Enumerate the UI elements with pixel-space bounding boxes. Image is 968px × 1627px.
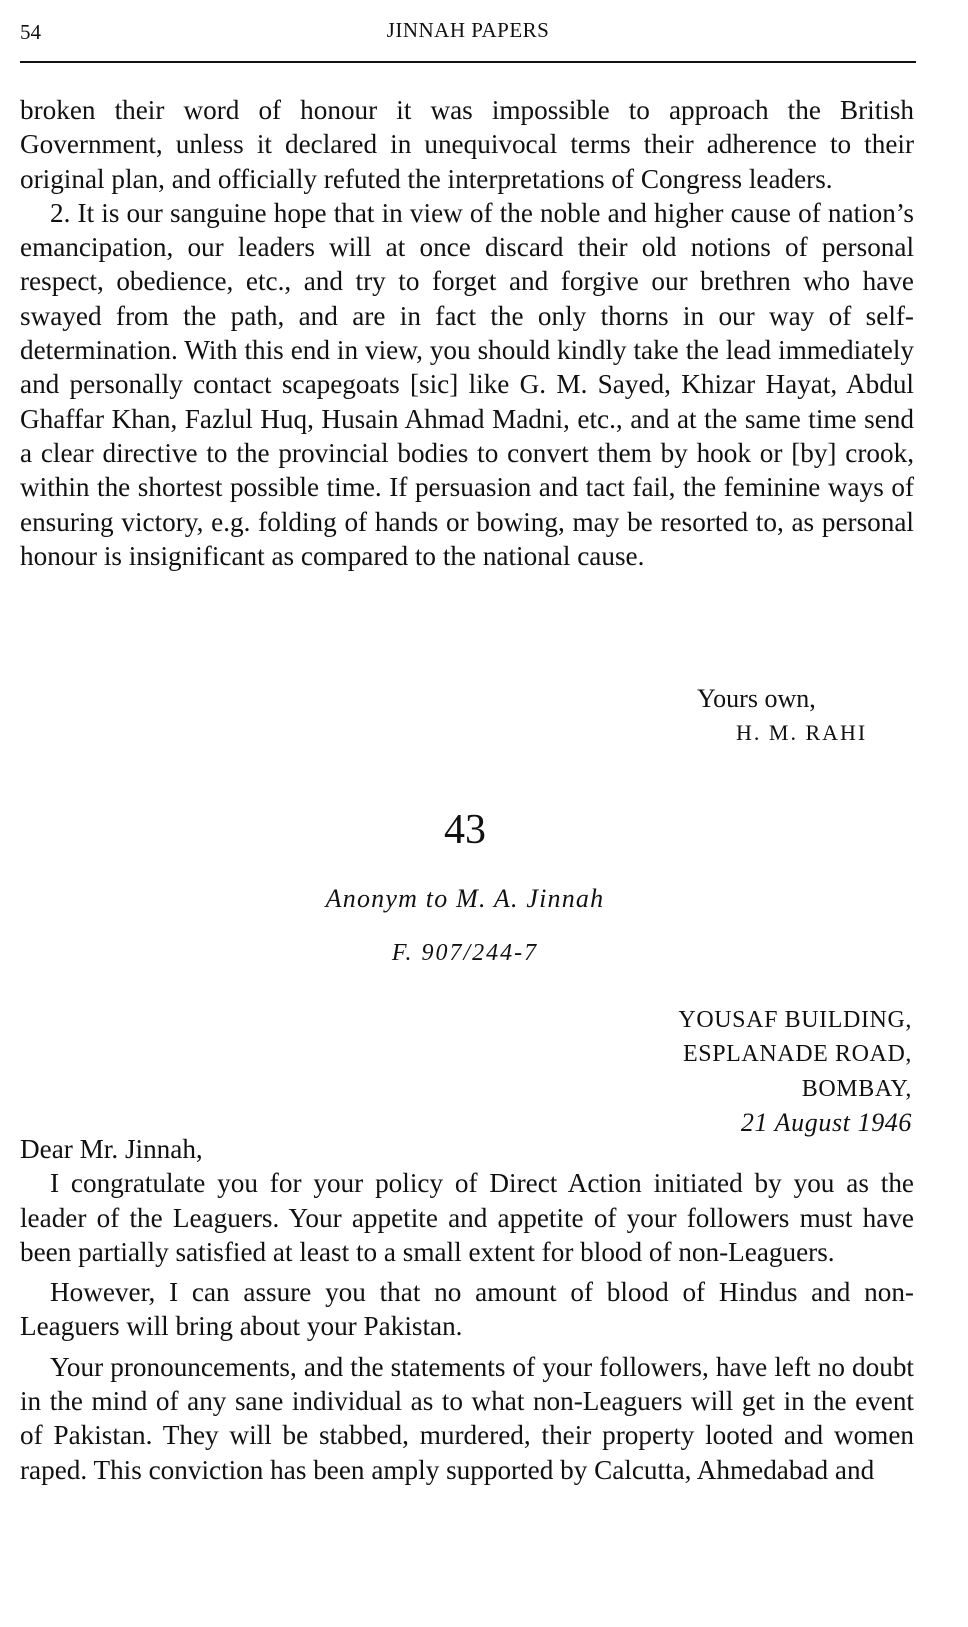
letter-43-paragraph-3: Your pronouncements, and the statements of your followers, have left no doubt in the mind of any sane individual as to what non-Leaguers will get in the event of Pakistan. They will be stabbed, murdered, their property looted and women raped. This conviction has been amply supported by Calcutta, Ahmedabad and (20, 1351, 914, 1485)
document-number: 43 (444, 807, 486, 853)
document-title: Anonym to M. A. Jinnah (325, 884, 605, 913)
letter-42-body (20, 93, 914, 573)
letter-43-paragraph-1: I congratulate you for your policy of Direct Action initiated by you as the leader of the Leaguers. Your appetite and appetite of your followers must have been partially satisfied at least to a small extent for blood of non-Leaguers. (20, 1168, 914, 1267)
address-line-1: YOUSAF BUILDING, (678, 1007, 912, 1033)
sender-address (678, 1003, 912, 1140)
address-line-2: ESPLANADE ROAD, (682, 1041, 912, 1068)
letter-42-signature: H. M. RAHI (736, 720, 868, 745)
letter-43-body (20, 1132, 914, 1487)
page-header (20, 16, 916, 50)
letter-42-closing: Yours own, (697, 684, 816, 713)
header-rule (20, 61, 916, 63)
letter-42-paragraph-2: 2. It is our sanguine hope that in view of the noble and higher cause of nation’s emancipation, our leaders will at once discard their old notions of personal respect, obedience, etc., and try to forget and forgive our brethren who have swayed from the path, and are in fact the only thorns in our way of self-determination. With this end in view, you should kindly take the lead immediately and personally contact scapegoats [sic] like G. M. Sayed, Khizar Hayat, Abdul Ghaffar Khan, Fazlul Huq, Husain Ahmad Madni, etc., and at the same time send a clear directive to the provincial bodies to convert them by hook or [by] crook, within the shortest possible time. If persuasion and tact fail, the feminine ways of ensuring victory, e.g. folding of hands or bowing, may be resorted to, as personal honour is insignificant as compared to the national cause. (20, 197, 914, 571)
salutation: Dear Mr. Jinnah, (20, 1134, 203, 1164)
letter-43-paragraph-2: However, I can assure you that no amount of blood of Hindus and non-Leaguers will bring about your Pakistan. (20, 1277, 914, 1342)
page-number: 54 (20, 20, 41, 44)
running-head: JINNAH PAPERS (386, 18, 550, 42)
document-reference: F. 907/244-7 (391, 940, 539, 966)
letter-42-paragraph-1: broken their word of honour it was impossible to approach the British Government, unless it declared in unequivocal terms their adherence to their original plan, and officially refuted the interpretations of Congress leaders. (20, 95, 914, 194)
address-line-3: BOMBAY, (801, 1075, 912, 1102)
letter-date: 21 August 1946 (740, 1107, 912, 1137)
